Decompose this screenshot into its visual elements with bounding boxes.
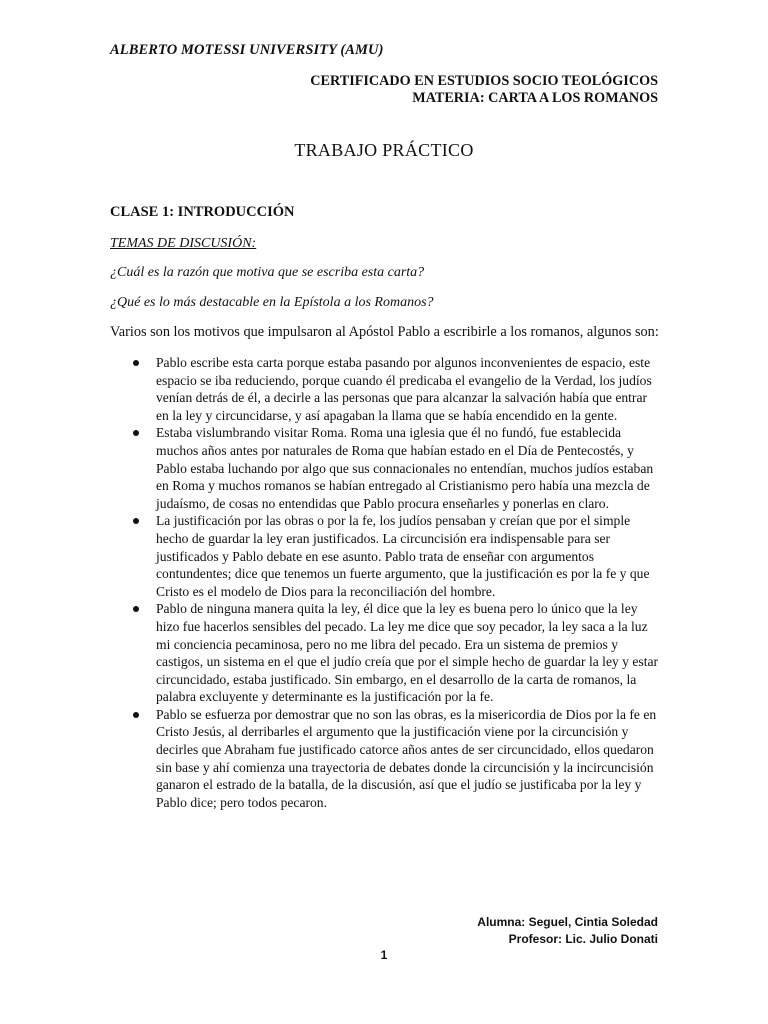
- bullet-icon: [133, 430, 139, 436]
- bullet-icon: [133, 360, 139, 366]
- university-name: ALBERTO MOTESSI UNIVERSITY (AMU): [110, 42, 384, 58]
- certificate-name: CERTIFICADO EN ESTUDIOS SOCIO TEOLÓGICOS: [310, 73, 658, 89]
- page-number: 1: [380, 948, 388, 962]
- bullet-icon: [133, 712, 139, 718]
- question-1: ¿Cuál es la razón que motiva que se escriba esta carta?: [110, 265, 425, 280]
- list-item: [110, 600, 660, 706]
- list-item-text: Pablo se esfuerza por demostrar que no son las obras, es la misericordia de Dios por la fe en Cristo Jesús, al derribarles el argumento que la justificación viene por la circuncisión y decirles que Abraham fue justificado catorce años antes de ser circuncidado, ellos quedaron sin base y ahí comienza una trayectoria de debates donde la circuncisión y la incircuncisión ganaron el estrado de la batalla, de la discusión, así que el judío se justificaba por la ley y Pablo dice; pero todos pecaron.: [156, 706, 657, 810]
- topics-label: TEMAS DE DISCUSIÓN:: [110, 236, 257, 251]
- bullet-icon: [133, 518, 139, 524]
- question-2: ¿Qué es lo más destacable en la Epístola a los Romanos?: [110, 295, 434, 310]
- document-title: TRABAJO PRÁCTICO: [294, 140, 474, 160]
- intro-paragraph: Varios son los motivos que impulsaron al Apóstol Pablo a escribirle a los romanos, algunos son:: [110, 324, 659, 340]
- list-item-text: Pablo de ninguna manera quita la ley, él dice que la ley es buena pero lo único que la ley hizo fue hacerlos sensibles del pecado. La ley me dice que soy pecador, la ley saca a la luz mi conciencia pecaminosa, pero no me libra del pecado. Era un sistema de premios y castigos, un sistema en el que el judío creía que por el simple hecho de guardar la ley y estar circuncidado, estaba justificado. Sin embargo, en el desarrollo de la carta de romanos, la palabra excluyente y determinante es la justificación por la fe.: [156, 601, 659, 705]
- subject-name: MATERIA: CARTA A LOS ROMANOS: [412, 90, 658, 106]
- class-heading: CLASE 1: INTRODUCCIÓN: [110, 204, 295, 220]
- footer-credits: [477, 914, 658, 948]
- bullet-icon: [133, 606, 139, 612]
- list-item: [110, 424, 660, 512]
- list-item: [110, 706, 660, 812]
- list-item: [110, 354, 660, 424]
- list-item-text: Estaba vislumbrando visitar Roma. Roma una iglesia que él no fundó, fue establecida muchos años antes por naturales de Roma que habían estado en el Día de Pentecostés, y Pablo estaba luchando por algo que sus connacionales no entendían, muchos judíos estaban en Roma y muchos romanos se habían entregado al Cristianismo pero había una mezcla de judaísmo, de cosas no entendidas que Pablo procura enseñarles y ponerlas en claro.: [156, 425, 654, 511]
- professor-name: Profesor: Lic. Julio Donati: [508, 932, 658, 946]
- list-item-text: Pablo escribe esta carta porque estaba pasando por algunos inconvenientes de espacio, este espacio se iba reduciendo, porque cuando él predicaba el evangelio de la Verdad, los judíos venían detrás de él, a decirle a las personas que para alcanzar la salvación había que entrar en la ley y circuncidarse, y así apagaban la llama que se había encendido en la gente.: [156, 355, 652, 423]
- bullet-list: [110, 354, 660, 811]
- student-name: Alumna: Seguel, Cintia Soledad: [477, 915, 658, 929]
- list-item: [110, 512, 660, 600]
- certificate-block: [310, 73, 658, 107]
- list-item-text: La justificación por las obras o por la fe, los judíos pensaban y creían que por el simple hecho de guardar la ley eran justificados. La circuncisión era indispensable para ser justificados y Pablo debate en ese asunto. Pablo trata de enseñar con argumentos contundentes; dice que tenemos un fuerte argumento, que la justificación es por la fe y que Cristo es el modelo de Dios para la reconciliación del hombre.: [156, 513, 650, 599]
